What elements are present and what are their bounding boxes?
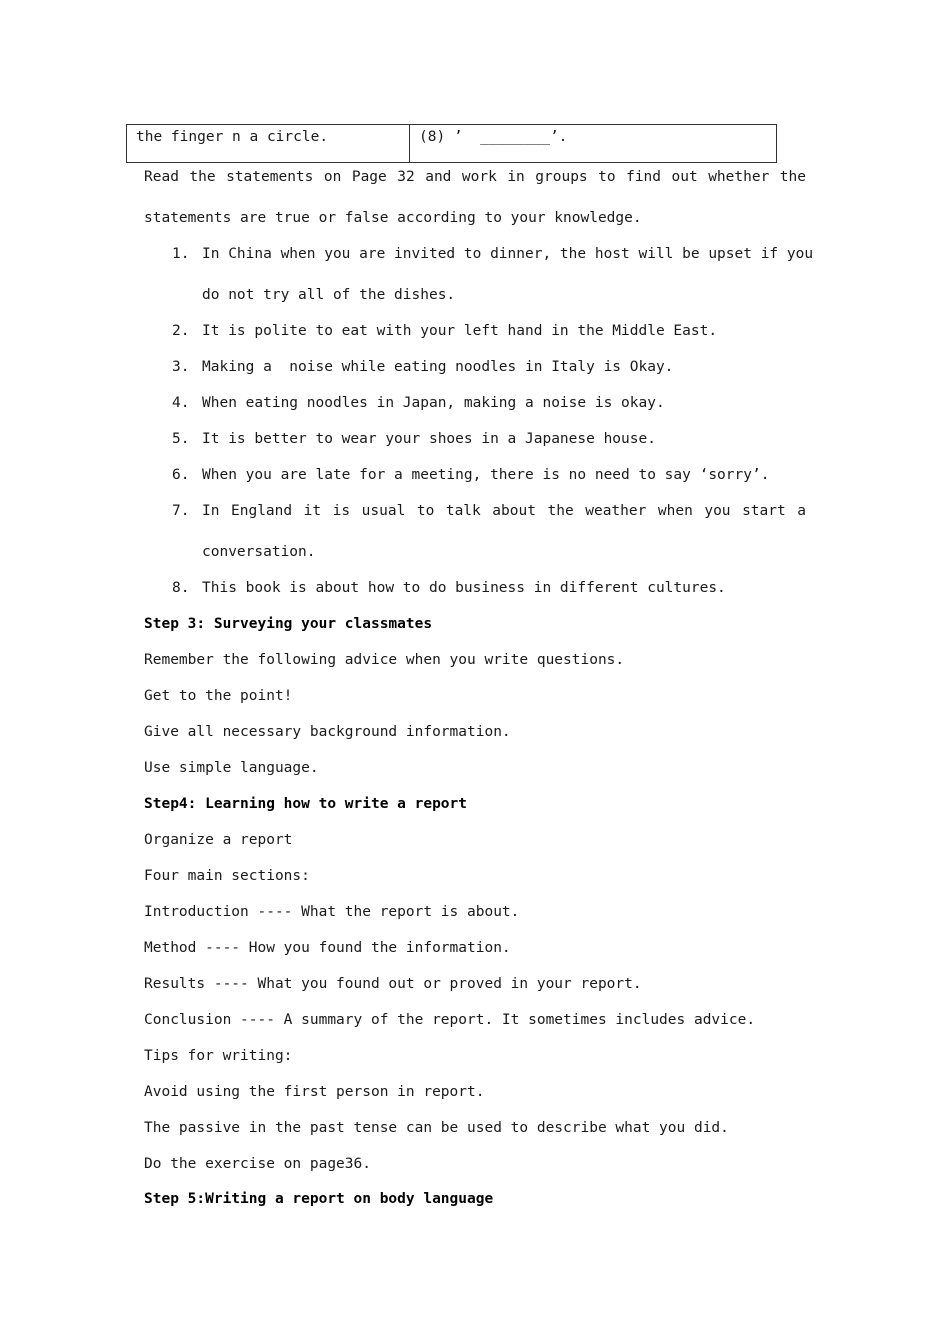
step4-heading: Step4: Learning how to write a report	[144, 796, 468, 812]
statement-number: 3.	[172, 359, 190, 375]
step4-line: Tips for writing:	[144, 1048, 293, 1064]
step4-line: Results ---- What you found out or proved in your report.	[144, 976, 642, 992]
step4-line: Do the exercise on page36.	[144, 1156, 371, 1172]
statement-number: 1.	[172, 246, 190, 262]
statement-text: Making a noise while eating noodles in Italy is Okay.	[202, 359, 674, 375]
statement-text: It is better to wear your shoes in a Japanese house.	[202, 431, 656, 447]
step5-heading: Step 5:Writing a report on body language	[144, 1191, 494, 1207]
step4-line: Method ---- How you found the information.	[144, 940, 511, 956]
step3-line: Use simple language.	[144, 760, 319, 776]
step4-line: Introduction ---- What the report is about.	[144, 904, 520, 920]
intro-line-1: Read the statements on Page 32 and work in groups to find out whether the	[144, 169, 806, 185]
statement-number: 6.	[172, 467, 190, 483]
step4-line: Four main sections:	[144, 868, 310, 884]
statement-text-continued: do not try all of the dishes.	[202, 287, 456, 303]
step4-line: Organize a report	[144, 832, 293, 848]
table-row	[127, 125, 777, 163]
step4-line: Conclusion ---- A summary of the report. It sometimes includes advice.	[144, 1012, 756, 1028]
statement-number: 8.	[172, 580, 190, 596]
statement-number: 2.	[172, 323, 190, 339]
step4-line: The passive in the past tense can be used to describe what you did.	[144, 1120, 729, 1136]
statement-text: In England it is usual to talk about the weather when you start a	[202, 503, 806, 519]
step3-heading: Step 3: Surveying your classmates	[144, 616, 433, 632]
statement-number: 7.	[172, 503, 190, 519]
statement-text-continued: conversation.	[202, 544, 316, 560]
statement-text: When you are late for a meeting, there is no need to say ‘sorry’.	[202, 467, 770, 483]
table-fragment	[126, 124, 777, 163]
statement-number: 5.	[172, 431, 190, 447]
table-cell-blank: (8) ’ ________’.	[410, 125, 777, 163]
step4-line: Avoid using the first person in report.	[144, 1084, 485, 1100]
step3-line: Give all necessary background information.	[144, 724, 511, 740]
statement-text: When eating noodles in Japan, making a noise is okay.	[202, 395, 665, 411]
statement-text: It is polite to eat with your left hand in the Middle East.	[202, 323, 718, 339]
table-cell-gesture: the finger n a circle.	[127, 125, 410, 163]
intro-line-2: statements are true or false according to your knowledge.	[144, 210, 642, 226]
statement-text: In China when you are invited to dinner, the host will be upset if you	[202, 246, 814, 262]
statement-text: This book is about how to do business in different cultures.	[202, 580, 726, 596]
statement-number: 4.	[172, 395, 190, 411]
step3-line: Remember the following advice when you write questions.	[144, 652, 625, 668]
step3-line: Get to the point!	[144, 688, 293, 704]
